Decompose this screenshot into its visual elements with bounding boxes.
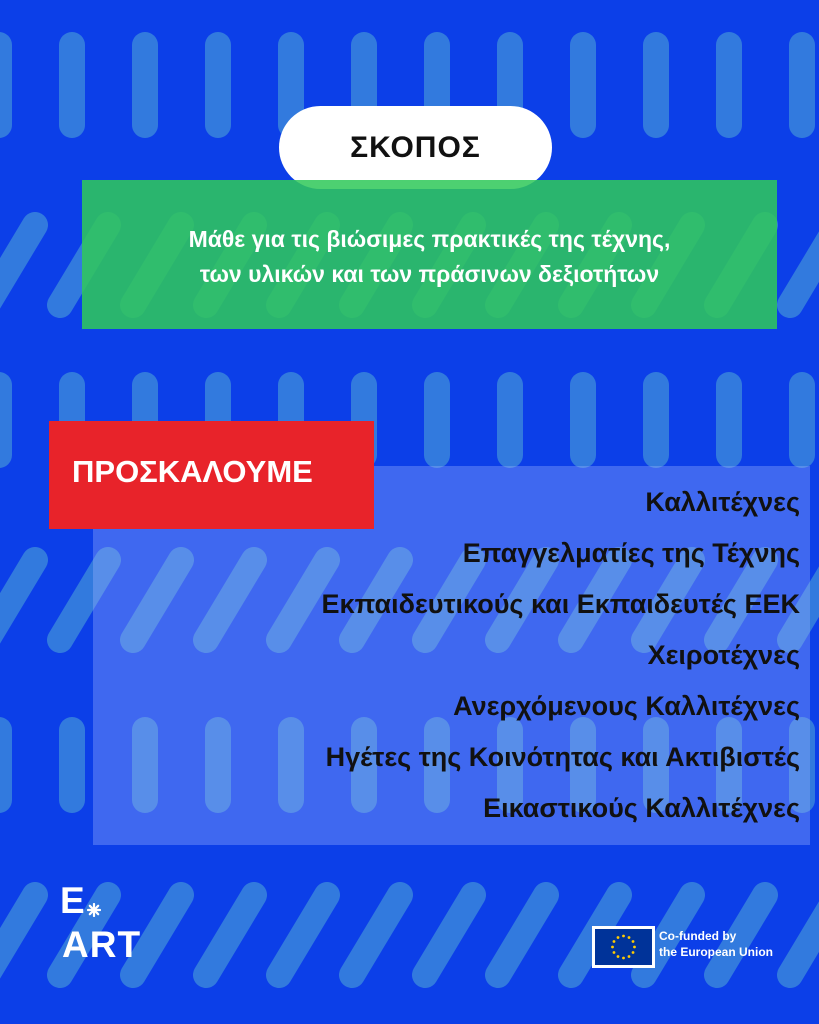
audience-item: Εικαστικούς Καλλιτέχνες [483,793,800,823]
aim-title-pill: ΣΚΟΠΟΣ [279,106,552,189]
eu-star [632,951,635,954]
eu-star [633,946,636,949]
eu-star [617,955,620,958]
audience-item: Εκπαιδευτικούς και Εκπαιδευτές ΕΕΚ [321,589,800,619]
eu-star [628,955,631,958]
invite-label: ΠΡΟΣΚΑΛΟΥΜΕ [49,421,374,529]
audience-item: Καλλιτέχνες [645,487,800,517]
audience-list [100,477,800,834]
eu-star [611,946,614,949]
background-stripe [0,560,35,640]
logo-star-icon [87,903,101,917]
background-stripe [498,895,546,975]
background-stripe [279,895,327,975]
eu-funding-line-1: Co-funded by [659,929,737,943]
eu-star [613,940,616,943]
logo-e-text: E [60,880,85,921]
aim-description-line-2: των υλικών και των πράσινων δεξιοτήτων [199,260,660,287]
audience-item: Επαγγελματίες της Τέχνης [462,538,800,568]
eu-flag-icon [592,926,655,968]
eu-star [613,951,616,954]
eu-funding-line-2: the European Union [659,945,773,959]
eart-logo [58,881,168,971]
background-stripe [206,895,254,975]
aim-description-line-1: Μάθε για τις βιώσιμες πρακτικές της τέχνης, [188,225,671,252]
eu-star [622,935,625,938]
eu-star [632,940,635,943]
audience-item: Ηγέτες της Κοινότητας και Ακτιβιστές [325,742,800,772]
aim-description-box [82,180,777,329]
eu-funding-text [659,928,809,960]
background-stripe [425,895,473,975]
background-stripe [352,895,400,975]
audience-item: Ανερχόμενους Καλλιτέχνες [453,691,800,721]
background-stripe [0,225,35,305]
logo-art-text: ART [62,924,142,965]
audience-item: Χειροτέχνες [647,640,800,670]
eu-star [617,936,620,939]
eu-star [628,936,631,939]
eu-star [622,957,625,960]
background-stripe [0,895,35,975]
background-stripe [790,225,819,305]
